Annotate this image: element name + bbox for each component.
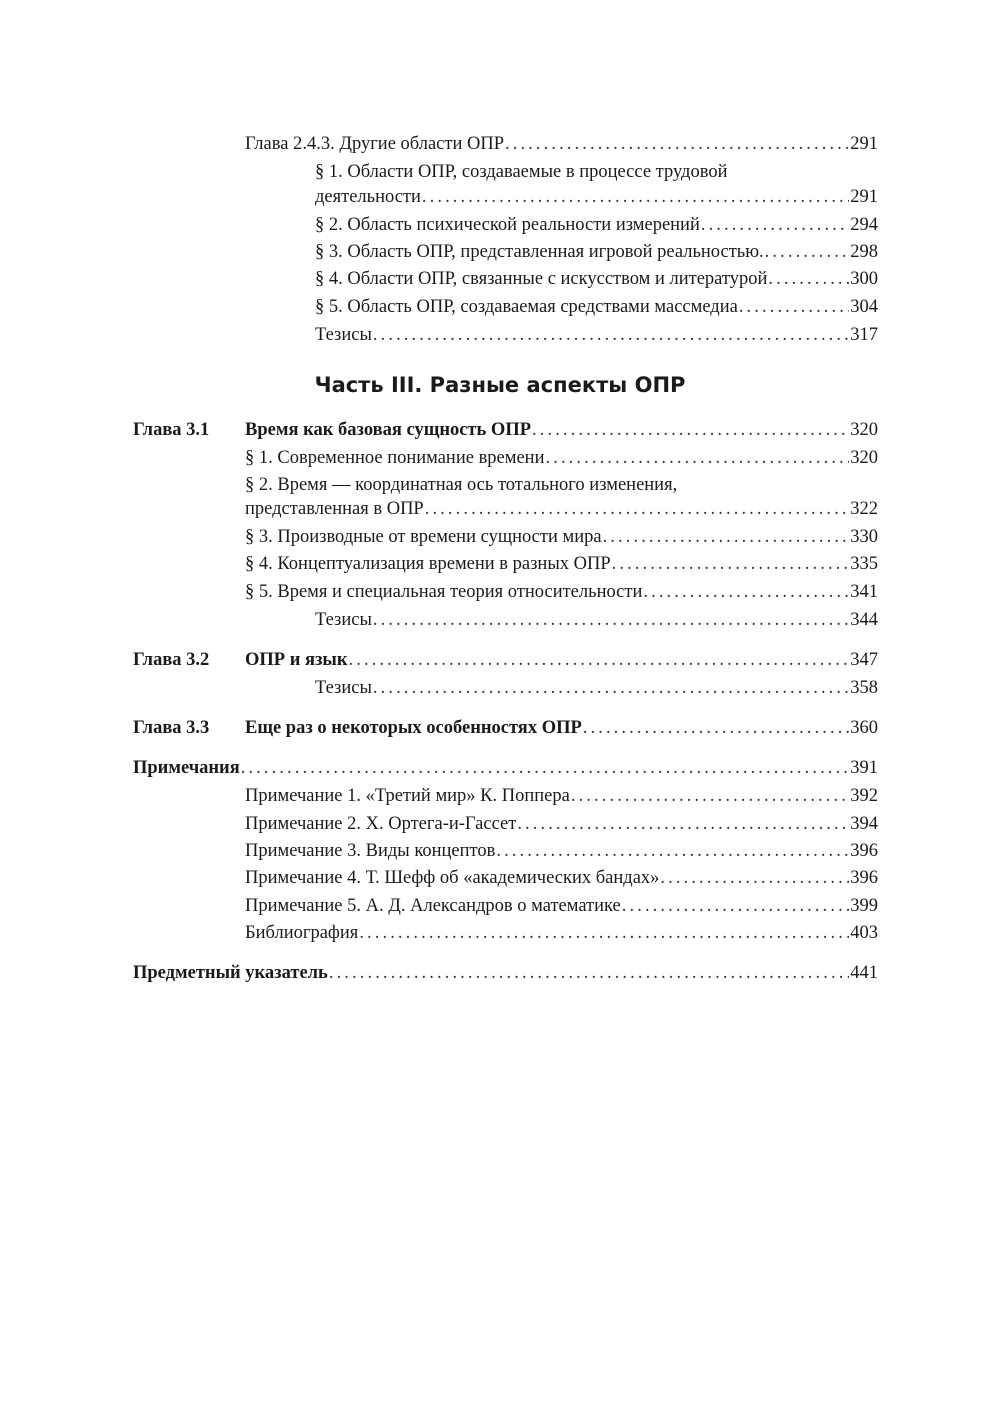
- toc-entry-page: 320: [850, 420, 878, 440]
- dot-leader: [739, 296, 849, 318]
- toc-entry-page: 341: [850, 582, 878, 602]
- toc-entry: [245, 526, 878, 548]
- dot-leader: [517, 813, 849, 835]
- toc-entry-page: 403: [850, 923, 878, 943]
- toc-entry-title: Библиография: [245, 923, 359, 943]
- toc-entry: [245, 813, 878, 835]
- dot-leader: [532, 419, 849, 441]
- dot-leader: [359, 922, 849, 944]
- toc-entry-page: 298: [850, 242, 878, 262]
- chapter-label: Глава 3.3: [133, 718, 210, 738]
- toc-entry-page: 300: [850, 269, 878, 289]
- toc-entry-page: 394: [850, 814, 878, 834]
- dot-leader: [349, 649, 850, 671]
- toc-entry-title: Примечание 5. А. Д. Александров о математике: [245, 896, 621, 916]
- dot-leader: [660, 867, 849, 889]
- toc-entry-title: § 4. Концептуализация времени в разных ОПР: [245, 554, 611, 574]
- toc-entry-title: § 2. Область психической реальности измерений: [315, 215, 700, 235]
- toc-entry: [245, 922, 878, 944]
- dot-leader: [425, 498, 850, 520]
- dot-leader: [496, 840, 849, 862]
- dot-leader: [622, 895, 849, 917]
- toc-entry-page: 392: [850, 786, 878, 806]
- toc-entry-page: 291: [850, 134, 878, 154]
- dot-leader: [765, 241, 850, 263]
- toc-entry: [315, 241, 878, 263]
- toc-entry-page: 322: [850, 499, 878, 519]
- part-title: Часть III. Разные аспекты ОПР: [314, 373, 686, 397]
- toc-entry: [315, 324, 878, 346]
- toc-entry-title: представленная в ОПР: [245, 499, 424, 519]
- toc-entry-title: Примечание 1. «Третий мир» К. Поппера: [245, 786, 570, 806]
- toc-entry: [133, 757, 878, 779]
- toc-entry-title: § 3. Область ОПР, представленная игровой реальностью.: [315, 242, 764, 262]
- dot-leader: [571, 785, 849, 807]
- toc-entry-page: 320: [850, 448, 878, 468]
- toc-entry-title: § 5. Время и специальная теория относительности: [245, 582, 643, 602]
- toc-entry-title: Примечания: [133, 758, 240, 778]
- dot-leader: [768, 268, 849, 290]
- toc-entry-page: 347: [850, 650, 878, 670]
- dot-leader: [612, 553, 850, 575]
- toc-entry-title: Примечание 3. Виды концептов: [245, 841, 496, 861]
- toc-entry: [245, 419, 878, 441]
- toc-entry: [245, 867, 878, 889]
- toc-entry-title: Тезисы: [315, 325, 372, 345]
- toc-entry: [315, 609, 878, 631]
- toc-entry-page: 441: [850, 963, 878, 983]
- toc-entry-title: Еще раз о некоторых особенностях ОПР: [245, 718, 582, 738]
- dot-leader: [373, 677, 849, 699]
- toc-entry-title: деятельности: [315, 187, 421, 207]
- toc-entry: [245, 717, 878, 739]
- toc-entry-title: Тезисы: [315, 678, 372, 698]
- toc-entry-page: 330: [850, 527, 878, 547]
- toc-entry-title: § 5. Область ОПР, создаваемая средствами массмедиа: [315, 297, 738, 317]
- toc-entry: [315, 677, 878, 699]
- toc-entry: [315, 296, 878, 318]
- toc-entry-title: ОПР и язык: [245, 650, 348, 670]
- toc-entry-title: Примечание 2. Х. Ортега-и-Гассет: [245, 814, 517, 834]
- dot-leader: [373, 324, 849, 346]
- toc-entry-page: 360: [850, 718, 878, 738]
- dot-leader: [422, 186, 849, 208]
- toc-entry: [133, 962, 878, 984]
- dot-leader: [643, 581, 849, 603]
- toc-entry-title: Глава 2.4.3. Другие области ОПР: [245, 134, 504, 154]
- dot-leader: [329, 962, 849, 984]
- dot-leader: [546, 447, 850, 469]
- toc-entry: [245, 447, 878, 469]
- toc-entry: [315, 268, 878, 290]
- toc-entry-title: Тезисы: [315, 610, 372, 630]
- chapter-label: Глава 3.2: [133, 650, 210, 670]
- toc-entry-page: 304: [850, 297, 878, 317]
- toc-entry: [245, 895, 878, 917]
- toc-entry: [245, 649, 878, 671]
- toc-entry-page: 399: [850, 896, 878, 916]
- toc-entry-title-line1: § 1. Области ОПР, создаваемые в процессе трудовой: [315, 162, 728, 182]
- dot-leader: [241, 757, 850, 779]
- toc-entry-title: Примечание 4. Т. Шефф об «академических бандах»: [245, 868, 660, 888]
- dot-leader: [701, 214, 849, 236]
- toc-entry-title: § 4. Области ОПР, связанные с искусством и литературой: [315, 269, 768, 289]
- toc-entry-title: Предметный указатель: [133, 963, 328, 983]
- toc-entry-title-line1: § 2. Время — координатная ось тотального изменения,: [245, 475, 678, 495]
- toc-entry: [245, 785, 878, 807]
- chapter-label: Глава 3.1: [133, 420, 210, 440]
- toc-entry-title: § 1. Современное понимание времени: [245, 448, 545, 468]
- toc-entry-page: 391: [850, 758, 878, 778]
- dot-leader: [373, 609, 849, 631]
- toc-entry-page: 317: [850, 325, 878, 345]
- toc-entry: [245, 133, 878, 155]
- toc-entry-page: 396: [850, 841, 878, 861]
- toc-entry-title: Время как базовая сущность ОПР: [245, 420, 532, 440]
- toc-entry-page: 358: [850, 678, 878, 698]
- dot-leader: [583, 717, 849, 739]
- toc-entry: [245, 553, 878, 575]
- dot-leader: [603, 526, 850, 548]
- toc-entry: [315, 214, 878, 236]
- toc-entry: [245, 840, 878, 862]
- dot-leader: [505, 133, 849, 155]
- toc-entry: [245, 498, 878, 520]
- toc-entry-page: 335: [850, 554, 878, 574]
- toc-entry-page: 291: [850, 187, 878, 207]
- toc-entry-page: 396: [850, 868, 878, 888]
- toc-entry: [315, 186, 878, 208]
- toc-entry: [245, 581, 878, 603]
- toc-entry-page: 294: [850, 215, 878, 235]
- toc-entry-title: § 3. Производные от времени сущности мира: [245, 527, 602, 547]
- toc-entry-page: 344: [850, 610, 878, 630]
